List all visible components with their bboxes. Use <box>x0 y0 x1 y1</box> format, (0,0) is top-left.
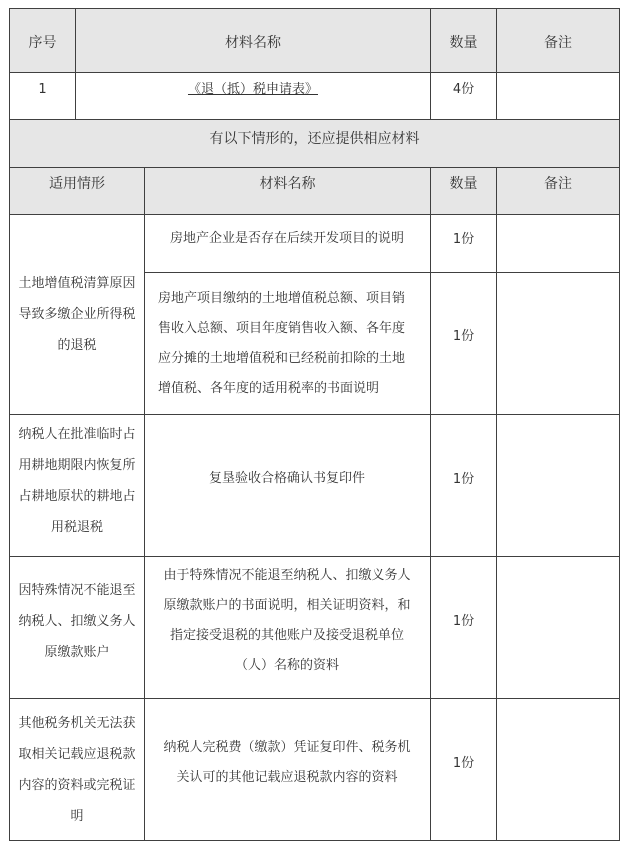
header-note: 备注 <box>544 35 572 51</box>
material-special-account-statement: 由于特殊情况不能退至纳税人、扣缴义务人原缴款账户的书面说明，相关证明资料，和指定接受退税的其他账户及接受退税单位（人）名称的资料 <box>163 568 411 673</box>
material-note <box>497 557 619 685</box>
case-farmland-tax-refund: 纳税人在批准临时占用耕地期限内恢复所占耕地原状的耕地占用税退税 <box>18 427 136 535</box>
subheader-quantity: 数量 <box>449 175 478 192</box>
material-follow-up-project-statement: 房地产企业是否存在后续开发项目的说明 <box>169 231 404 246</box>
material-note <box>497 415 619 543</box>
base-row-note <box>497 73 619 105</box>
case-special-account-refund: 因特殊情况不能退至纳税人、扣缴义务人原缴款账户 <box>18 582 136 660</box>
header-quantity: 数量 <box>449 35 478 51</box>
case-other-tax-authority: 其他税务机关无法获取相关记载应退税款内容的资料或完税证明 <box>18 715 136 824</box>
subheader-material-name: 材料名称 <box>259 175 316 192</box>
rule <box>9 840 620 841</box>
case-land-vat-refund: 土地增值税清算原因导致多缴企业所得税的退税 <box>18 276 136 353</box>
base-row-no: 1 <box>38 81 47 97</box>
section-title: 有以下情形的，还应提供相应材料 <box>209 130 420 147</box>
refund-application-form-link[interactable]: 《退（抵）税申请表》 <box>187 81 318 97</box>
material-qty: 1份 <box>452 613 475 629</box>
material-note <box>497 273 619 400</box>
material-qty: 1份 <box>452 471 475 487</box>
header-no: 序号 <box>28 35 57 51</box>
base-row-qty: 4份 <box>452 81 475 97</box>
material-qty: 1份 <box>452 329 475 344</box>
material-note <box>497 699 619 827</box>
subheader-note: 备注 <box>544 175 572 192</box>
rule <box>619 8 620 841</box>
rule <box>144 167 145 841</box>
material-qty: 1份 <box>452 231 475 247</box>
material-note <box>497 215 619 263</box>
material-tax-payment-voucher: 纳税人完税费（缴款）凭证复印件、税务机关认可的其他记载应退税款内容的资料 <box>163 740 411 785</box>
material-reclamation-certificate: 复垦验收合格确认书复印件 <box>208 471 365 486</box>
material-land-vat-written-statement: 房地产项目缴纳的土地增值税总额、项目销售收入总额、项目年度销售收入额、各年度应分摊的土地增值税和已经税前扣除的土地增值税、各年度的适用税率的书面说明 <box>158 290 406 396</box>
rule <box>9 119 620 120</box>
subheader-case: 适用情形 <box>49 175 105 192</box>
base-row-name-cell <box>76 73 430 105</box>
header-material-name: 材料名称 <box>225 35 281 51</box>
material-qty: 1份 <box>452 755 475 771</box>
